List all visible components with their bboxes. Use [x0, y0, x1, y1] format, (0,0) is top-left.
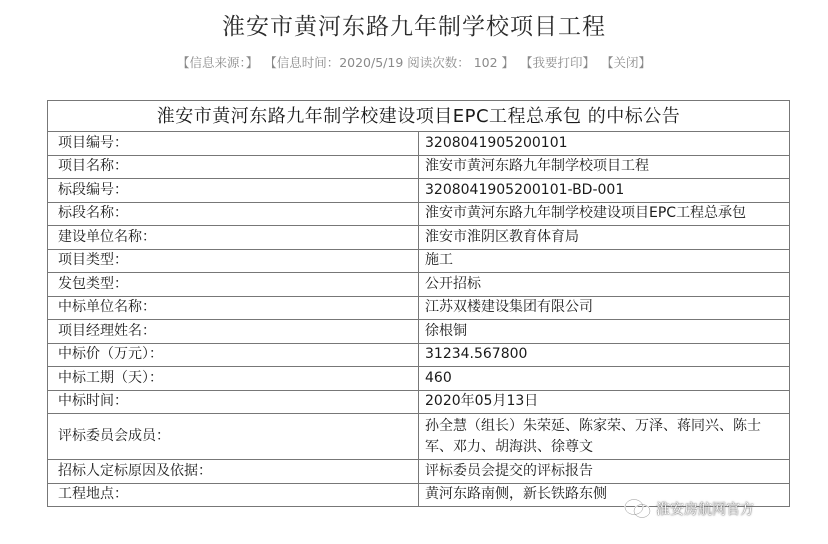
table-row — [48, 155, 790, 179]
table-row — [48, 226, 790, 250]
table-heading-row — [48, 101, 790, 132]
row-value: 3208041905200101 — [419, 132, 790, 156]
close-link[interactable]: 【关闭】 — [601, 55, 652, 70]
row-value: 淮安市黄河东路九年制学校建设项目EPC工程总承包 — [419, 202, 790, 226]
row-label: 标段编号： — [48, 179, 419, 203]
table-row — [48, 132, 790, 156]
row-value: 黄河东路南侧，新长铁路东侧 — [419, 483, 790, 507]
row-label: 中标价（万元）： — [48, 343, 419, 367]
row-label: 中标工期（天）： — [48, 367, 419, 391]
row-value: 施工 — [419, 249, 790, 273]
row-label: 中标单位名称： — [48, 296, 419, 320]
row-label: 标段名称： — [48, 202, 419, 226]
row-label: 中标时间： — [48, 390, 419, 414]
table-row — [48, 202, 790, 226]
table-row — [48, 460, 790, 484]
table-row — [48, 273, 790, 297]
award-notice-table — [47, 100, 790, 507]
row-value: 淮安市黄河东路九年制学校项目工程 — [419, 155, 790, 179]
print-link[interactable]: 【我要打印】 — [520, 55, 596, 70]
table-row — [48, 320, 790, 344]
row-value: 孙全慧（组长）朱荣延、陈家荣、万泽、蒋同兴、陈士军、邓力、胡海洪、徐尊文 — [419, 414, 790, 460]
row-label: 工程地点： — [48, 483, 419, 507]
table-row — [48, 343, 790, 367]
row-value: 3208041905200101-BD-001 — [419, 179, 790, 203]
watermark-text: 淮安房航网官方 — [656, 502, 754, 518]
row-label: 项目类型： — [48, 249, 419, 273]
table-row — [48, 414, 790, 460]
row-label: 建设单位名称： — [48, 226, 419, 250]
row-value: 江苏双楼建设集团有限公司 — [419, 296, 790, 320]
row-label: 评标委员会成员： — [48, 414, 419, 460]
table-heading: 淮安市黄河东路九年制学校建设项目EPC工程总承包 的中标公告 — [48, 101, 790, 132]
info-time: 【信息时间：2020/5/19 阅读次数： 102 】 — [264, 55, 515, 70]
watermark — [624, 496, 824, 522]
info-source: 【信息来源：】 — [176, 55, 259, 70]
info-meta-bar — [0, 53, 828, 71]
row-label: 项目经理姓名： — [48, 320, 419, 344]
page-title: 淮安市黄河东路九年制学校项目工程 — [222, 14, 606, 40]
row-value: 评标委员会提交的评标报告 — [419, 460, 790, 484]
row-value: 徐根铜 — [419, 320, 790, 344]
table-row — [48, 390, 790, 414]
table-row — [48, 296, 790, 320]
table-row — [48, 179, 790, 203]
row-label: 项目名称： — [48, 155, 419, 179]
row-value: 2020年05月13日 — [419, 390, 790, 414]
row-label: 发包类型： — [48, 273, 419, 297]
row-label: 招标人定标原因及依据： — [48, 460, 419, 484]
wechat-icon — [624, 498, 652, 520]
row-value: 淮安市淮阴区教育体育局 — [419, 226, 790, 250]
row-value: 460 — [419, 367, 790, 391]
table-row — [48, 249, 790, 273]
row-value: 公开招标 — [419, 273, 790, 297]
row-label: 项目编号： — [48, 132, 419, 156]
row-value: 31234.567800 — [419, 343, 790, 367]
table-row — [48, 367, 790, 391]
